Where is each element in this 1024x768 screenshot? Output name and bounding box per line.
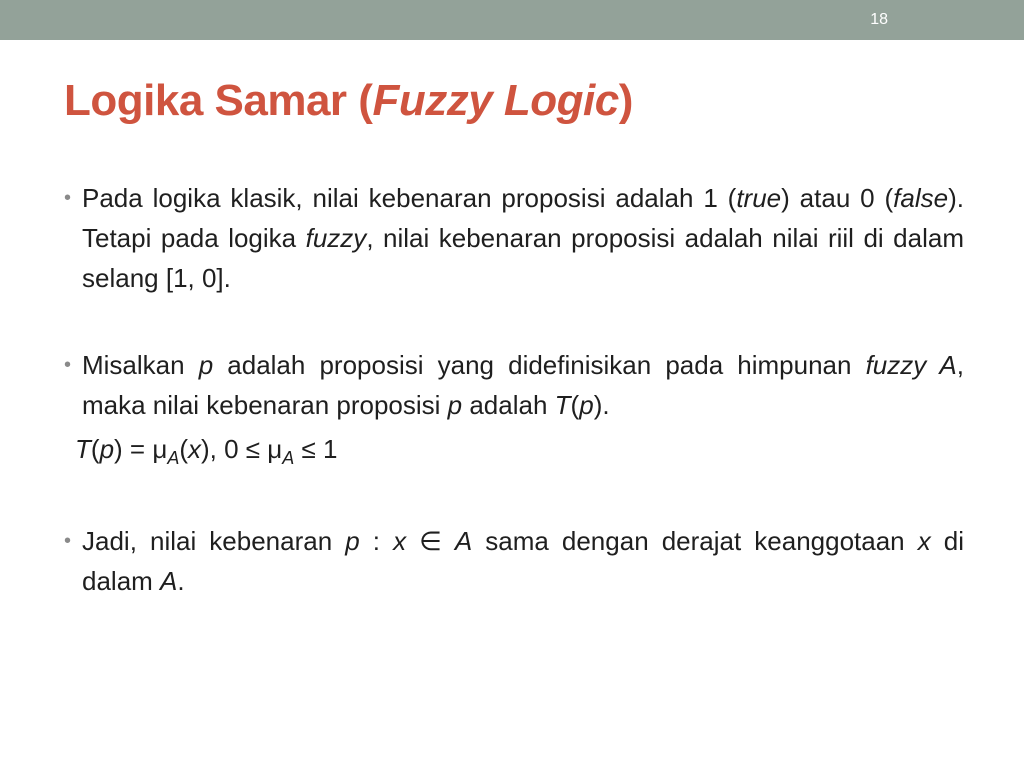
- formula-tail: ≤ 1: [294, 434, 338, 464]
- bullet-text: true: [736, 183, 782, 213]
- bullet-text: p: [198, 350, 214, 380]
- slide-content: [64, 178, 964, 601]
- title-italic: Fuzzy Logic: [372, 76, 619, 125]
- formula-open2: (: [179, 434, 188, 464]
- bullet-text: x: [393, 526, 407, 556]
- formula-sub2: A: [282, 448, 295, 469]
- bullet-text: T: [554, 390, 571, 420]
- bullet-classical-logic: [64, 178, 964, 298]
- bullet-text: (: [570, 390, 580, 420]
- bullet-text: x: [917, 526, 931, 556]
- formula-sub1: A: [167, 448, 180, 469]
- bullet-text: p: [579, 390, 594, 420]
- bullet-text: A: [160, 566, 178, 596]
- title-main: Logika Samar (: [64, 76, 373, 125]
- bullet-text: Misalkan: [82, 350, 199, 380]
- formula-close1: ) =: [114, 434, 153, 464]
- formula-open1: (: [90, 434, 100, 464]
- bullet-text: ).: [593, 390, 610, 420]
- bullet-text: ∈: [406, 526, 455, 556]
- bullet-text: fuzzy: [305, 223, 367, 253]
- bullet-text: p: [345, 526, 360, 556]
- formula-close2: ), 0 ≤: [201, 434, 268, 464]
- slide-number: 18: [870, 11, 888, 28]
- slide-title: [64, 76, 633, 126]
- bullet-text: , maka nilai kebenaran proposisi: [82, 350, 964, 420]
- formula-t: T: [75, 434, 91, 464]
- bullet-text: Pada logika klasik, nilai kebenaran proposisi adalah 1 (: [82, 183, 737, 213]
- bullet-text: ). Tetapi pada logika: [82, 183, 964, 253]
- bullet-text: ) atau 0 (: [781, 183, 894, 213]
- bullet-truth-value: [64, 345, 964, 425]
- bullet-text: A: [454, 526, 473, 556]
- bullet-text: adalah: [462, 390, 555, 420]
- formula-p: p: [99, 434, 115, 464]
- formula-mu2: μ: [267, 434, 283, 464]
- bullet-text: :: [359, 526, 394, 556]
- bullet-text: sama dengan derajat keanggotaan: [472, 526, 918, 556]
- bullet-text: adalah proposisi yang didefinisikan pada himpunan: [213, 350, 866, 380]
- bullet-text: , nilai kebenaran proposisi adalah nilai riil di dalam selang [1, 0].: [82, 223, 964, 293]
- formula-mu1: μ: [152, 434, 168, 464]
- formula: [75, 429, 964, 469]
- title-close: ): [618, 76, 633, 125]
- bullet-text: p: [447, 390, 463, 420]
- bullet-text: fuzzy A: [865, 350, 957, 380]
- formula-x: x: [188, 434, 201, 464]
- bullet-conclusion: [64, 521, 964, 601]
- bullet-text: Jadi, nilai kebenaran: [82, 526, 346, 556]
- bullet-text: .: [177, 566, 185, 596]
- bullet-text: false: [893, 183, 949, 213]
- bullet-text: di dalam: [82, 526, 965, 596]
